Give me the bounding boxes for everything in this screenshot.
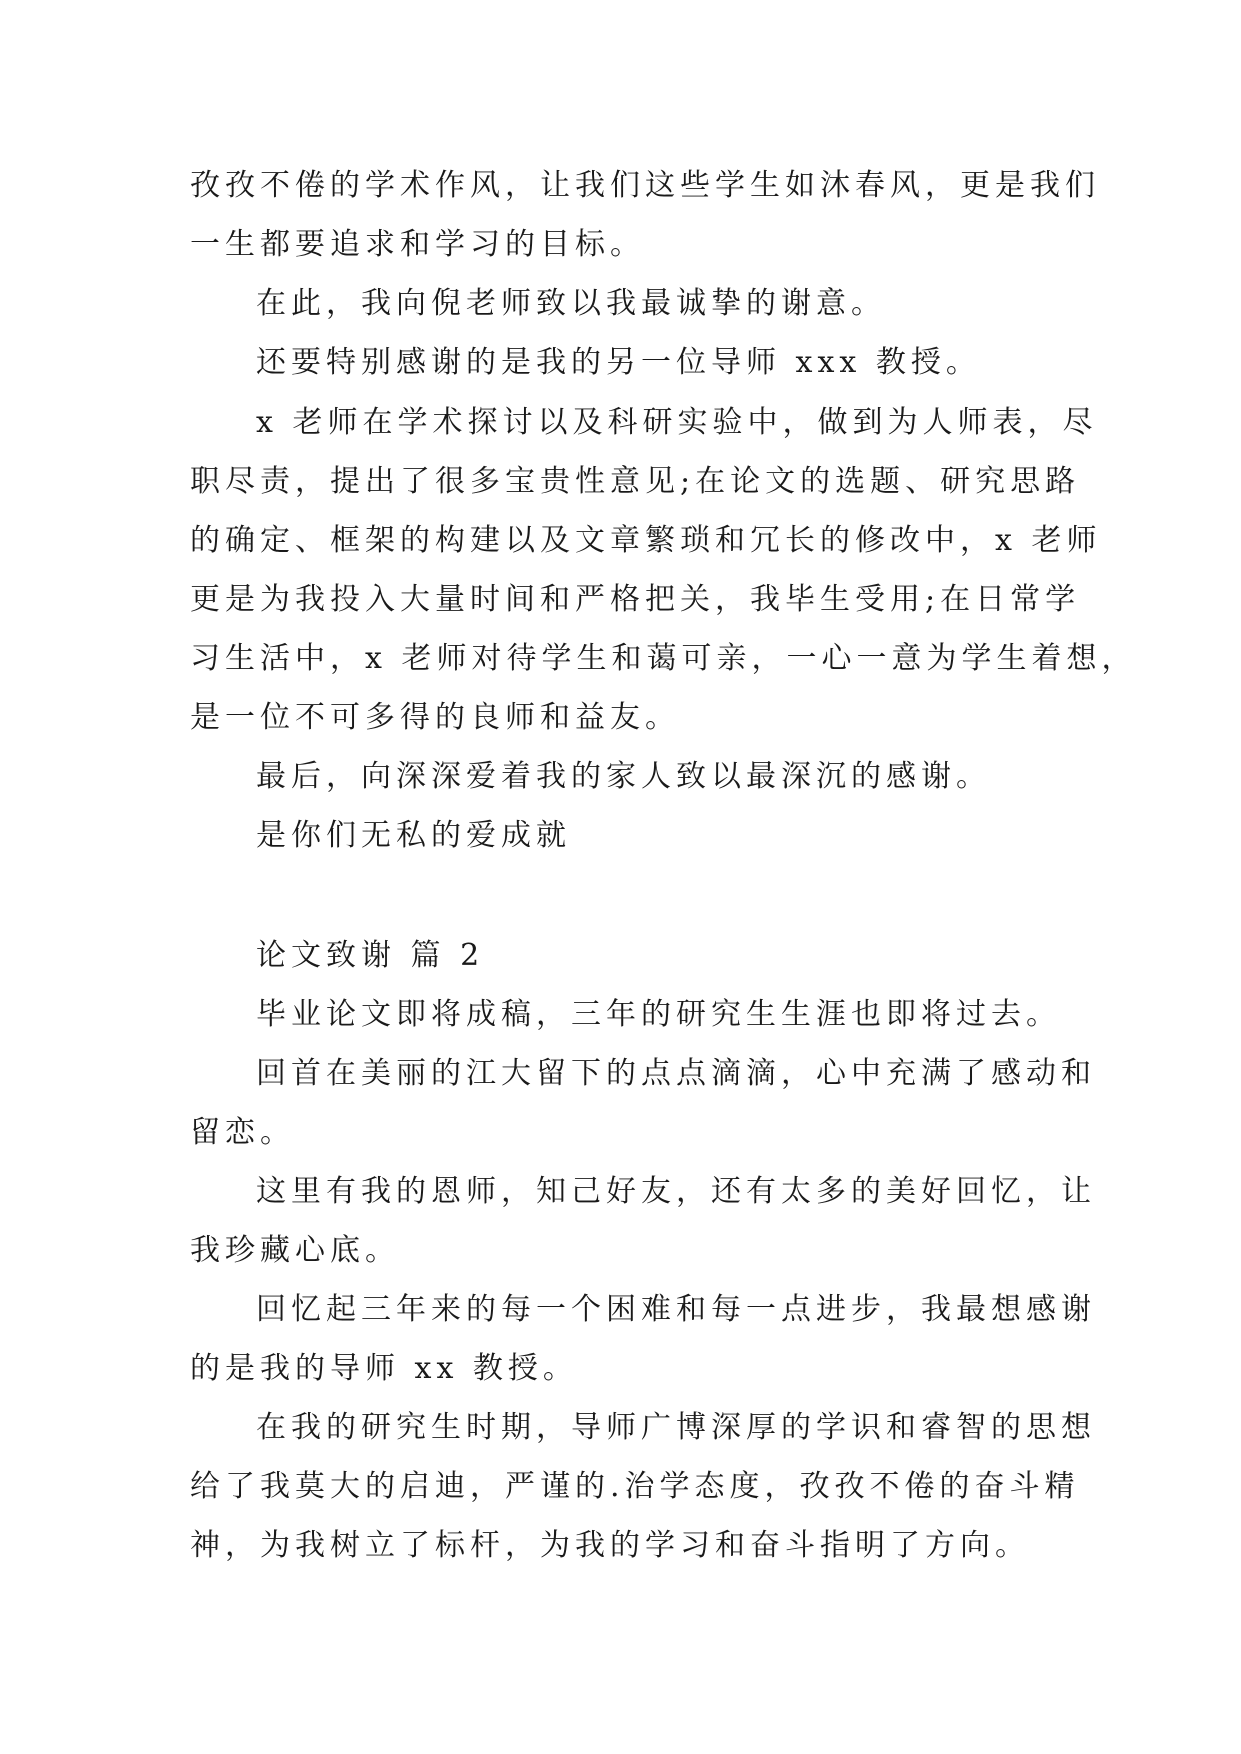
text-line: 孜孜不倦的学术作风，让我们这些学生如沐春风，更是我们 (190, 168, 1100, 203)
text-line: 的是我的导师 xx 教授。 (190, 1351, 578, 1386)
text-line: 是一位不可多得的良师和益友。 (190, 700, 680, 735)
text-line: 是你们无私的爱成就 (256, 818, 571, 853)
text-line: 习生活中，x 老师对待学生和蔼可亲，一心一意为学生着想， (190, 641, 1137, 676)
section-heading: 论文致谢 篇 2 (256, 938, 485, 973)
text-line: 神，为我树立了标杆，为我的学习和奋斗指明了方向。 (190, 1528, 1030, 1563)
text-line: 回首在美丽的江大留下的点点滴滴，心中充满了感动和 (256, 1056, 1096, 1091)
text-line: 我珍藏心底。 (190, 1233, 400, 1268)
text-line: 更是为我投入大量时间和严格把关，我毕生受用;在日常学 (190, 582, 1081, 617)
text-line: 毕业论文即将成稿，三年的研究生生涯也即将过去。 (256, 997, 1061, 1032)
text-line: 最后，向深深爱着我的家人致以最深沉的感谢。 (256, 759, 991, 794)
text-line: 的确定、框架的构建以及文章繁琐和冗长的修改中，x 老师 (190, 523, 1102, 558)
text-line: 留恋。 (190, 1115, 295, 1150)
text-line: 在我的研究生时期，导师广博深厚的学识和睿智的思想 (256, 1410, 1096, 1445)
text-line: x 老师在学术探讨以及科研实验中，做到为人师表，尽 (256, 405, 1098, 440)
text-line: 一生都要追求和学习的目标。 (190, 227, 645, 262)
text-line: 在此，我向倪老师致以我最诚挚的谢意。 (256, 286, 886, 321)
text-line: 还要特别感谢的是我的另一位导师 xxx 教授。 (256, 345, 981, 380)
text-line: 职尽责，提出了很多宝贵性意见;在论文的选题、研究思路 (190, 464, 1081, 499)
text-line: 回忆起三年来的每一个困难和每一点进步，我最想感谢 (256, 1292, 1096, 1327)
text-line: 给了我莫大的启迪，严谨的.治学态度，孜孜不倦的奋斗精 (190, 1469, 1080, 1504)
text-line: 这里有我的恩师，知己好友，还有太多的美好回忆，让 (256, 1174, 1096, 1209)
